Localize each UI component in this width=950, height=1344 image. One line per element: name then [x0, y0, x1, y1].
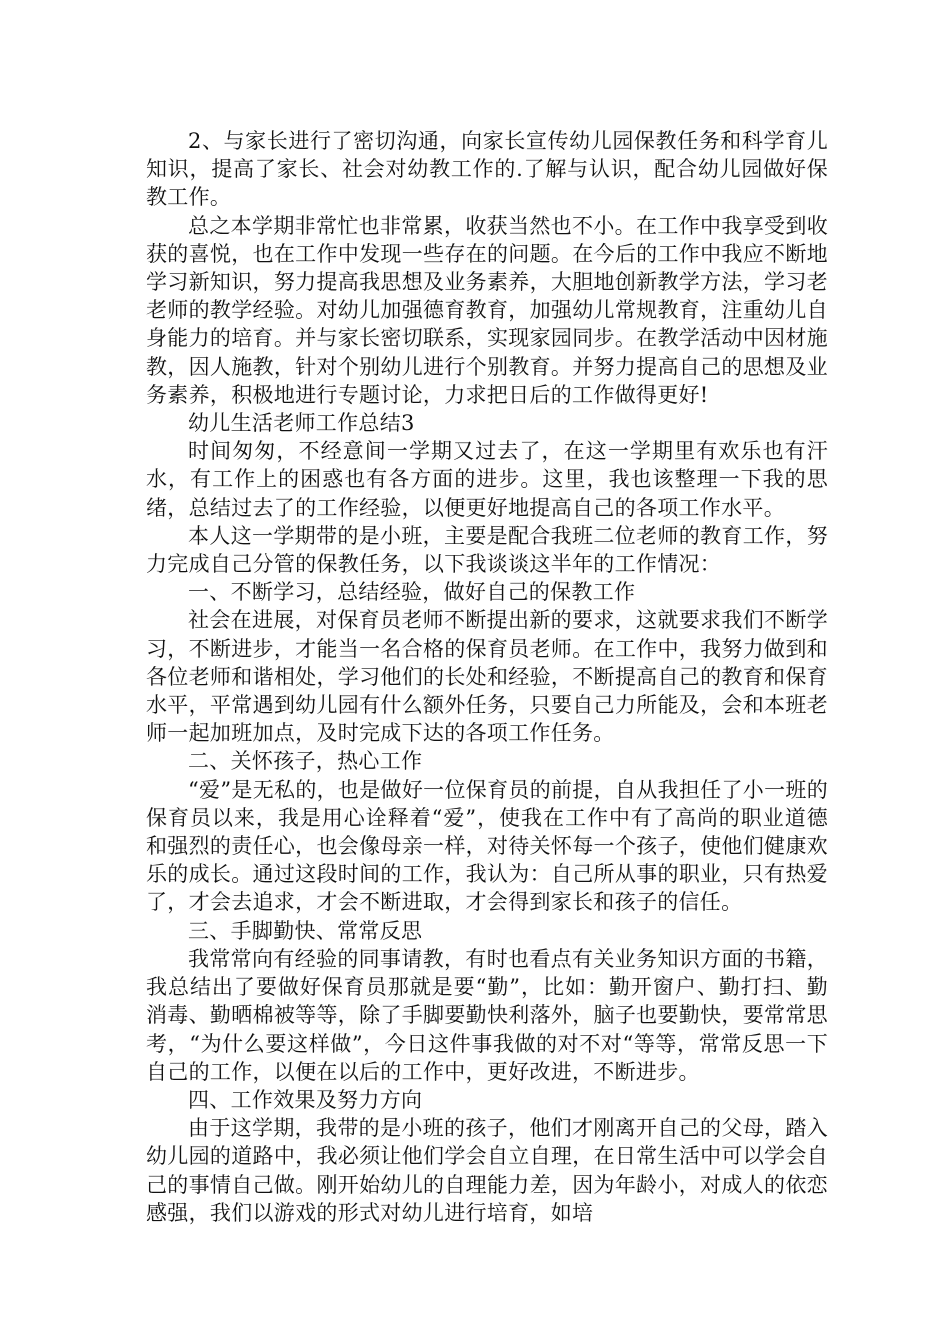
section-title-summary-3: 幼儿生活老师工作总结3 [188, 411, 415, 436]
paragraph-intro: 时间匆匆，不经意间一学期又过去了，在这一学期里有欢乐也有汗水，有工作上的困惑也有各方面的进步。这里，我也该整理一下我的思绪，总结过去了的工作经验，以便更好地提高自己的各项工作水平。 [146, 439, 828, 520]
paragraph-class-overview: 本人这一学期带的是小班，主要是配合我班二位老师的教育工作，努力完成自己分管的保教任务，以下我谈谈这半年的工作情况： [146, 523, 828, 577]
heading-section-1: 一、不断学习，总结经验，做好自己的保教工作 [188, 580, 636, 605]
paragraph-section-4: 由于这学期，我带的是小班的孩子，他们才刚离开自己的父母，踏入幼儿园的道路中，我必须让他们学会自立自理，在日常生活中可以学会自己的事情自己做。刚开始幼儿的自理能力差，因为年龄小，对成人的依恋感强，我们以游戏的形式对幼儿进行培育，如培 [146, 1116, 828, 1225]
paragraph-parent-communication: 2、与家长进行了密切沟通，向家长宣传幼儿园保教任务和科学育儿知识，提高了家长、社会对幼教工作的.了解与认识，配合幼儿园做好保教工作。 [146, 129, 828, 210]
paragraph-summary: 总之本学期非常忙也非常累，收获当然也不小。在工作中我享受到收获的喜悦，也在工作中发现一些存在的问题。在今后的工作中我应不断地学习新知识，努力提高我思想及业务素养，大胆地创新教学方法，学习老老师的教学经验。对幼儿加强德育教育，加强幼儿常规教育，注重幼儿自身能力的培育。并与家长密切联系，实现家园同步。在教学活动中因材施教，因人施教，针对个别幼儿进行个别教育。并努力提高自己的思想及业务素养，积极地进行专题讨论，力求把日后的工作做得更好! [146, 213, 828, 407]
heading-section-2: 二、关怀孩子，热心工作 [188, 749, 423, 774]
paragraph-section-2: “爱”是无私的，也是做好一位保育员的前提，自从我担任了小一班的保育员以来，我是用心诠释着“爱”，使我在工作中有了高尚的职业道德和强烈的责任心，也会像母亲一样，对待关怀每一个孩子，使他们健康欢乐的成长。通过这段时间的工作，我认为：自己所从事的职业，只有热爱了，才会去追求，才会不断进取，才会得到家长和孩子的信任。 [146, 777, 828, 915]
paragraph-section-3: 我常常向有经验的同事请教，有时也看点有关业务知识方面的书籍，我总结出了要做好保育员那就是要“勤”，比如：勤开窗户、勤打扫、勤消毒、勤晒棉被等等，除了手脚要勤快利落外，脑子也要勤快，要常常思考，“为什么要这样做”，今日这件事我做的对不对“等等，常常反思一下自己的工作，以便在以后的工作中，更好改进，不断进步。 [146, 946, 828, 1084]
heading-section-4: 四、工作效果及努力方向 [188, 1087, 423, 1112]
heading-section-3: 三、手脚勤快、常常反思 [188, 918, 423, 943]
paragraph-section-1: 社会在进展，对保育员老师不断提出新的要求，这就要求我们不断学习，不断进步，才能当一名合格的保育员老师。在工作中，我努力做到和各位老师和谐相处，学习他们的长处和经验，不断提高自己的教育和保育水平，平常遇到幼儿园有什么额外任务，只要自己力所能及，会和本班老师一起加班加点，及时完成下达的各项工作任务。 [146, 608, 828, 746]
document-body [146, 127, 828, 1227]
